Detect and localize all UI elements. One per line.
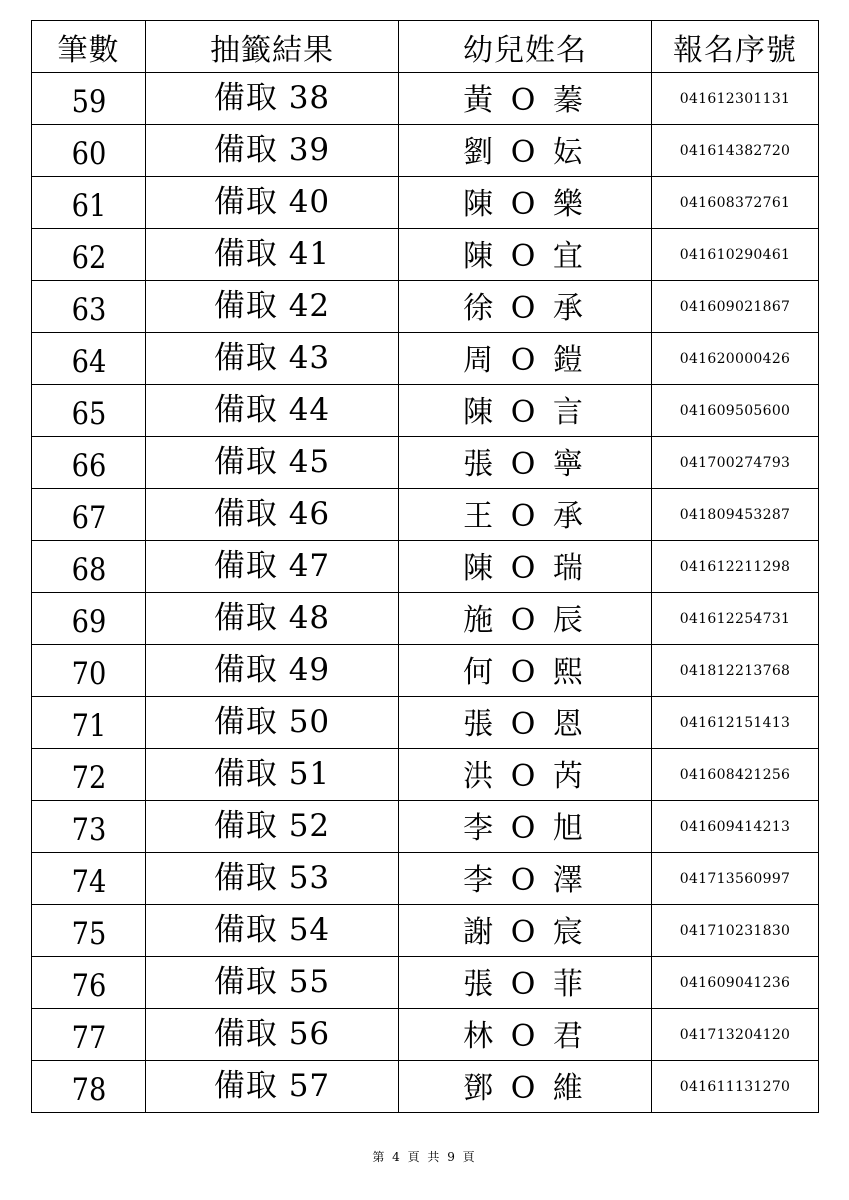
row-registration-number-text: 041620000426 — [679, 350, 791, 367]
row-lottery-result-cell — [146, 489, 399, 541]
row-registration-number-cell — [652, 593, 819, 645]
row-registration-number-cell — [652, 1009, 819, 1061]
row-child-name-text: 張 O 恩 — [463, 706, 587, 742]
row-child-name-cell — [399, 645, 652, 697]
table-row — [32, 73, 819, 125]
table-body — [32, 73, 819, 1113]
row-registration-number-text: 041700274793 — [679, 454, 791, 471]
row-child-name-text: 謝 O 宸 — [463, 914, 587, 950]
row-registration-number-text: 041809453287 — [679, 506, 791, 523]
row-count-text: 72 — [71, 760, 106, 796]
row-child-name-text: 張 O 寧 — [463, 446, 587, 482]
row-registration-number-text: 041612151413 — [679, 714, 791, 731]
row-count-cell — [38, 437, 138, 489]
row-lottery-result-text: 備取 47 — [213, 548, 331, 584]
row-count-text: 76 — [71, 968, 106, 1004]
row-count-cell — [38, 801, 138, 853]
row-child-name-cell — [399, 697, 652, 749]
row-lottery-result-text: 備取 40 — [213, 184, 331, 220]
row-registration-number-cell — [652, 73, 819, 125]
row-count-text: 73 — [71, 812, 106, 848]
table-row — [32, 905, 819, 957]
row-count-cell — [38, 489, 138, 541]
row-child-name-cell — [399, 749, 652, 801]
row-lottery-result-text: 備取 54 — [213, 912, 331, 948]
row-child-name-text: 林 O 君 — [463, 1018, 587, 1054]
row-lottery-result-text: 備取 44 — [213, 392, 331, 428]
row-registration-number-cell — [652, 801, 819, 853]
row-registration-number-cell — [652, 697, 819, 749]
row-count-cell — [38, 73, 138, 125]
row-registration-number-text: 041608421256 — [679, 766, 791, 783]
row-registration-number-text: 041614382720 — [679, 142, 791, 159]
row-lottery-result-text: 備取 45 — [213, 444, 331, 480]
row-registration-number-cell — [652, 437, 819, 489]
row-lottery-result-cell — [146, 593, 399, 645]
row-registration-number-cell — [652, 281, 819, 333]
row-child-name-cell — [399, 125, 652, 177]
header-count: 筆數 — [32, 21, 146, 73]
row-count-text: 65 — [71, 396, 106, 432]
lottery-results-table — [31, 20, 819, 1113]
table-row — [32, 177, 819, 229]
row-child-name-cell — [399, 333, 652, 385]
row-count-cell — [38, 853, 138, 905]
row-child-name-text: 施 O 辰 — [463, 602, 587, 638]
row-child-name-text: 李 O 旭 — [463, 810, 587, 846]
row-count-cell — [38, 645, 138, 697]
row-child-name-text: 陳 O 樂 — [463, 186, 587, 222]
row-lottery-result-cell — [146, 957, 399, 1009]
row-lottery-result-text: 備取 52 — [213, 808, 331, 844]
row-count-cell — [38, 697, 138, 749]
row-count-text: 61 — [71, 188, 106, 224]
row-registration-number-cell — [652, 385, 819, 437]
row-count-cell — [38, 1061, 138, 1113]
row-lottery-result-text: 備取 55 — [213, 964, 331, 1000]
row-count-cell — [38, 177, 138, 229]
row-lottery-result-text: 備取 39 — [213, 132, 331, 168]
row-lottery-result-text: 備取 49 — [213, 652, 331, 688]
row-registration-number-text: 041608372761 — [679, 194, 791, 211]
row-child-name-text: 周 O 鎧 — [463, 342, 587, 378]
row-lottery-result-cell — [146, 853, 399, 905]
row-child-name-cell — [399, 1061, 652, 1113]
header-row — [32, 21, 819, 73]
row-lottery-result-cell — [146, 333, 399, 385]
page-footer: 第 4 頁 共 9 頁 — [372, 1150, 477, 1164]
row-registration-number-text: 041609041236 — [679, 974, 791, 991]
row-child-name-text: 黃 O 蓁 — [463, 82, 587, 118]
row-lottery-result-text: 備取 43 — [213, 340, 331, 376]
row-count-cell — [38, 1009, 138, 1061]
row-count-cell — [38, 957, 138, 1009]
table-row — [32, 125, 819, 177]
row-count-text: 70 — [71, 656, 106, 692]
table-row — [32, 385, 819, 437]
row-lottery-result-text: 備取 38 — [213, 80, 331, 116]
row-lottery-result-text: 備取 48 — [213, 600, 331, 636]
row-lottery-result-cell — [146, 749, 399, 801]
row-count-text: 69 — [71, 604, 106, 640]
row-child-name-text: 陳 O 瑞 — [463, 550, 587, 586]
row-lottery-result-cell — [146, 177, 399, 229]
row-lottery-result-cell — [146, 905, 399, 957]
row-count-text: 64 — [71, 344, 106, 380]
row-registration-number-cell — [652, 125, 819, 177]
row-child-name-cell — [399, 177, 652, 229]
row-lottery-result-cell — [146, 541, 399, 593]
table-row — [32, 957, 819, 1009]
row-count-text: 66 — [71, 448, 106, 484]
row-child-name-cell — [399, 541, 652, 593]
row-registration-number-cell — [652, 541, 819, 593]
row-lottery-result-cell — [146, 1009, 399, 1061]
row-registration-number-cell — [652, 1061, 819, 1113]
row-registration-number-text: 041710231830 — [679, 922, 791, 939]
row-child-name-cell — [399, 437, 652, 489]
row-registration-number-text: 041611131270 — [679, 1078, 791, 1095]
row-count-text: 78 — [71, 1072, 106, 1108]
row-registration-number-cell — [652, 177, 819, 229]
row-child-name-cell — [399, 489, 652, 541]
row-count-text: 60 — [71, 136, 106, 172]
row-lottery-result-text: 備取 41 — [213, 236, 331, 272]
table-header — [32, 21, 819, 73]
row-child-name-cell — [399, 229, 652, 281]
row-count-cell — [38, 281, 138, 333]
row-child-name-text: 劉 O 妘 — [463, 134, 587, 170]
row-child-name-cell — [399, 905, 652, 957]
row-child-name-text: 徐 O 承 — [463, 290, 587, 326]
row-count-cell — [38, 125, 138, 177]
row-count-cell — [38, 905, 138, 957]
row-count-cell — [38, 749, 138, 801]
row-count-text: 62 — [71, 240, 106, 276]
row-child-name-cell — [399, 801, 652, 853]
row-registration-number-text: 041812213768 — [679, 662, 791, 679]
row-child-name-text: 洪 O 芮 — [463, 758, 587, 794]
row-child-name-text: 王 O 承 — [463, 498, 587, 534]
table-row — [32, 1061, 819, 1113]
row-child-name-text: 鄧 O 維 — [463, 1070, 587, 1106]
row-registration-number-text: 041609505600 — [679, 402, 791, 419]
row-child-name-text: 陳 O 言 — [463, 394, 587, 430]
table-row — [32, 281, 819, 333]
row-count-text: 74 — [71, 864, 106, 900]
row-lottery-result-cell — [146, 73, 399, 125]
row-child-name-text: 何 O 熙 — [463, 654, 587, 690]
row-lottery-result-cell — [146, 645, 399, 697]
row-count-text: 67 — [71, 500, 106, 536]
row-registration-number-text: 041610290461 — [679, 246, 791, 263]
header-lottery-result: 抽籤結果 — [146, 21, 399, 73]
row-lottery-result-cell — [146, 801, 399, 853]
row-lottery-result-cell — [146, 697, 399, 749]
row-registration-number-cell — [652, 957, 819, 1009]
row-registration-number-text: 041609414213 — [679, 818, 791, 835]
row-lottery-result-text: 備取 46 — [213, 496, 331, 532]
row-count-cell — [38, 229, 138, 281]
table-row — [32, 333, 819, 385]
row-registration-number-text: 041713560997 — [679, 870, 791, 887]
row-lottery-result-cell — [146, 281, 399, 333]
row-registration-number-text: 041713204120 — [679, 1026, 791, 1043]
row-lottery-result-text: 備取 53 — [213, 860, 331, 896]
row-registration-number-cell — [652, 489, 819, 541]
table-row — [32, 697, 819, 749]
row-registration-number-cell — [652, 645, 819, 697]
row-count-cell — [38, 541, 138, 593]
row-registration-number-cell — [652, 905, 819, 957]
row-registration-number-cell — [652, 229, 819, 281]
row-count-text: 75 — [71, 916, 106, 952]
row-lottery-result-cell — [146, 385, 399, 437]
row-registration-number-cell — [652, 853, 819, 905]
row-lottery-result-cell — [146, 229, 399, 281]
table-row — [32, 801, 819, 853]
table-row — [32, 489, 819, 541]
row-lottery-result-cell — [146, 437, 399, 489]
row-count-text: 68 — [71, 552, 106, 588]
row-count-text: 59 — [71, 84, 106, 120]
row-lottery-result-text: 備取 56 — [213, 1016, 331, 1052]
row-count-cell — [38, 385, 138, 437]
row-lottery-result-text: 備取 57 — [213, 1068, 331, 1104]
row-child-name-text: 張 O 菲 — [463, 966, 587, 1002]
table-row — [32, 229, 819, 281]
row-lottery-result-text: 備取 42 — [213, 288, 331, 324]
row-lottery-result-text: 備取 51 — [213, 756, 331, 792]
row-count-cell — [38, 333, 138, 385]
row-child-name-cell — [399, 281, 652, 333]
row-count-text: 63 — [71, 292, 106, 328]
row-registration-number-text: 041612211298 — [679, 558, 791, 575]
table-row — [32, 749, 819, 801]
table-row — [32, 853, 819, 905]
table-row — [32, 1009, 819, 1061]
row-child-name-text: 李 O 澤 — [463, 862, 587, 898]
table-row — [32, 541, 819, 593]
row-child-name-text: 陳 O 宜 — [463, 238, 587, 274]
row-child-name-cell — [399, 957, 652, 1009]
row-registration-number-text: 041612301131 — [679, 90, 791, 107]
row-lottery-result-cell — [146, 1061, 399, 1113]
row-child-name-cell — [399, 593, 652, 645]
row-lottery-result-text: 備取 50 — [213, 704, 331, 740]
row-registration-number-text: 041609021867 — [679, 298, 791, 315]
row-lottery-result-cell — [146, 125, 399, 177]
row-child-name-cell — [399, 853, 652, 905]
table-row — [32, 593, 819, 645]
table-row — [32, 645, 819, 697]
row-child-name-cell — [399, 385, 652, 437]
row-registration-number-cell — [652, 333, 819, 385]
row-count-text: 77 — [71, 1020, 106, 1056]
header-registration-number: 報名序號 — [652, 21, 819, 73]
header-child-name: 幼兒姓名 — [399, 21, 652, 73]
row-count-cell — [38, 593, 138, 645]
table-row — [32, 437, 819, 489]
row-child-name-cell — [399, 73, 652, 125]
row-registration-number-cell — [652, 749, 819, 801]
row-child-name-cell — [399, 1009, 652, 1061]
row-registration-number-text: 041612254731 — [679, 610, 791, 627]
row-count-text: 71 — [71, 708, 106, 744]
